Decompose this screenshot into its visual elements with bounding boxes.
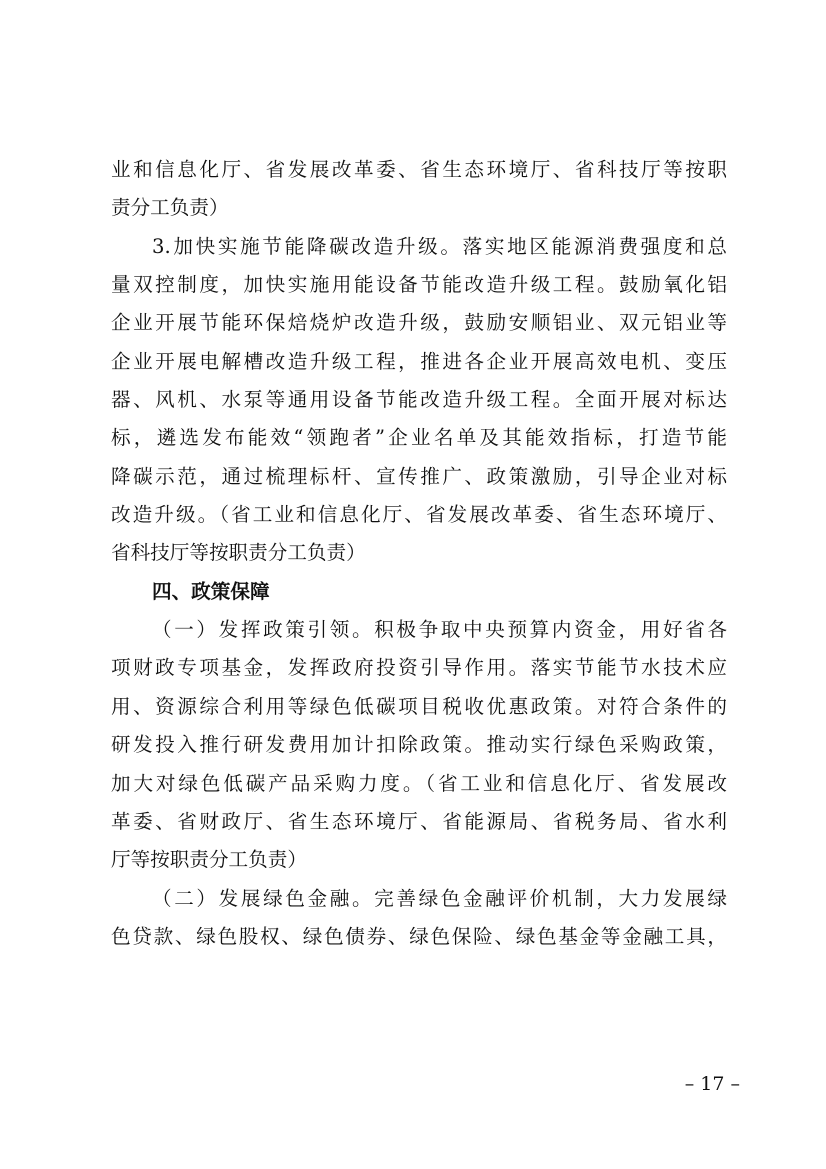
paragraph-line: 厅等按职责分工负责）	[111, 848, 307, 872]
paragraph-line: 3.加快实施节能降碳改造升级。落实地区能源消费强度和总	[152, 234, 727, 258]
paragraph-line: （二）发展绿色金融。完善绿色金融评价机制，大力发展绿	[152, 886, 727, 910]
section-heading: 四、政策保障	[152, 579, 270, 603]
paragraph-line: 企业开展电解槽改造升级工程，推进各企业开展高效电机、变压	[111, 349, 727, 373]
paragraph-line: 色贷款、绿色股权、绿色债券、绿色保险、绿色基金等金融工具，	[111, 924, 727, 948]
paragraph-line: 标，遴选发布能效“领跑者”企业名单及其能效指标，打造节能	[111, 426, 727, 450]
paragraph-line: 企业开展节能环保焙烧炉改造升级，鼓励安顺铝业、双元铝业等	[111, 311, 727, 335]
paragraph-line: 革委、省财政厅、省生态环境厅、省能源局、省税务局、省水利	[111, 809, 727, 833]
paragraph-line: 项财政专项基金，发挥政府投资引导作用。落实节能节水技术应	[111, 656, 727, 680]
paragraph-line: 责分工负责）	[111, 196, 229, 220]
paragraph-line: （一）发挥政策引领。积极争取中央预算内资金，用好省各	[152, 618, 727, 642]
paragraph-line: 量双控制度，加快实施用能设备节能改造升级工程。鼓励氧化铝	[111, 273, 727, 297]
paragraph-line: 改造升级。（省工业和信息化厅、省发展改革委、省生态环境厅、	[111, 503, 727, 527]
paragraph-line: 用、资源综合利用等绿色低碳项目税收优惠政策。对符合条件的	[111, 694, 727, 718]
paragraph-line: 器、风机、水泵等通用设备节能改造升级工程。全面开展对标达	[111, 388, 727, 412]
paragraph-line: 业和信息化厅、省发展改革委、省生态环境厅、省科技厅等按职	[111, 158, 727, 181]
paragraph-line: 加大对绿色低碳产品采购力度。（省工业和信息化厅、省发展改	[111, 771, 727, 795]
page-number: – 17 –	[684, 1073, 740, 1095]
body-text	[111, 151, 727, 956]
paragraph-line: 研发投入推行研发费用加计扣除政策。推动实行绿色采购政策，	[111, 733, 727, 757]
paragraph-line: 省科技厅等按职责分工负责）	[111, 541, 366, 565]
paragraph-line: 降碳示范，通过梳理标杆、宣传推广、政策激励，引导企业对标	[111, 464, 727, 488]
